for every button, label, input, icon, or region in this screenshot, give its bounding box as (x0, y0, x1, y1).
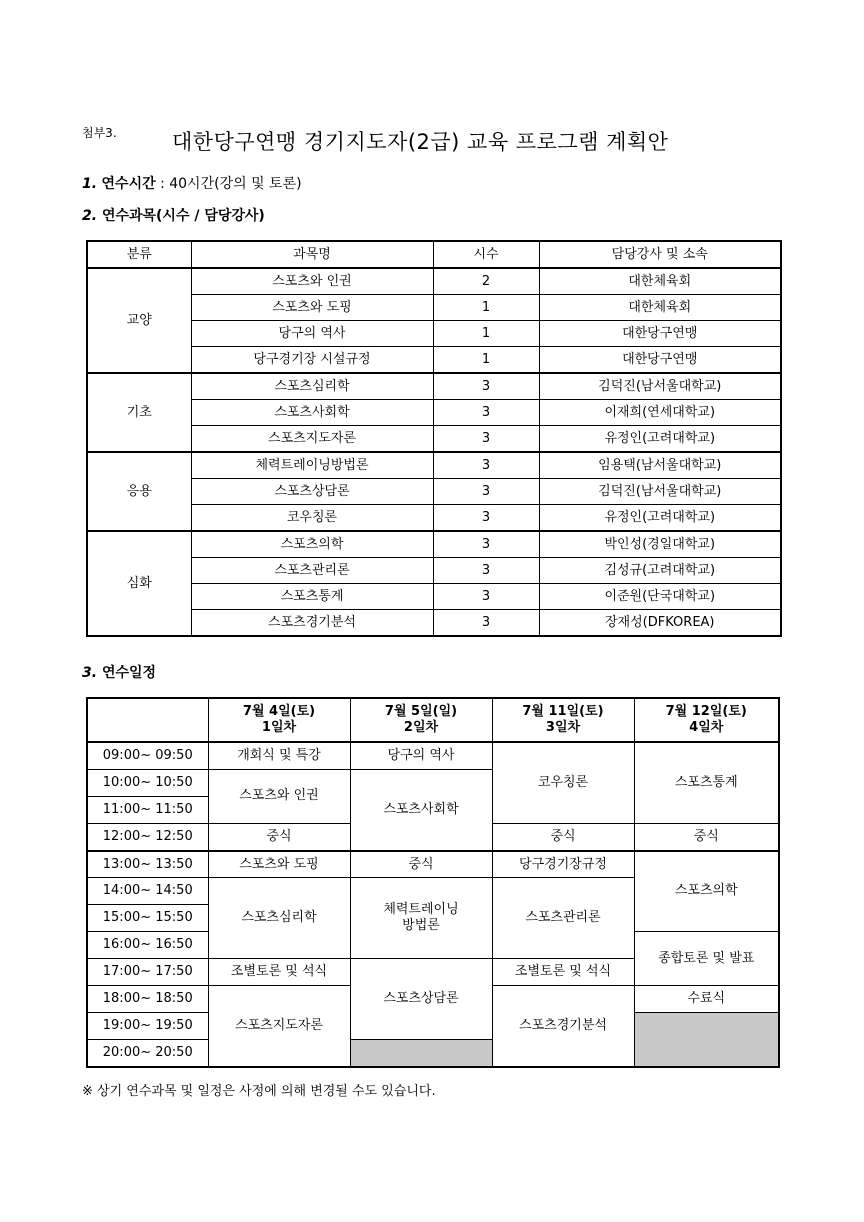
table-row (87, 321, 781, 347)
day-label: 4일차 (689, 720, 724, 735)
subject-cell: 스포츠와 인권 (191, 268, 433, 295)
schedule-cell: 중식 (492, 823, 634, 850)
time-slot: 10:00~ 10:50 (87, 769, 208, 796)
schedule-cell: 개회식 및 특강 (208, 742, 350, 769)
table-row (87, 505, 781, 532)
subject-cell: 코우칭론 (191, 505, 433, 532)
table-row (87, 610, 781, 637)
schedule-cell: 당구경기장규정 (492, 851, 634, 878)
subject-cell: 스포츠와 도핑 (191, 295, 433, 321)
category-cell: 응용 (87, 452, 191, 531)
schedule-cell (350, 878, 492, 959)
schedule-cell: 중식 (350, 851, 492, 878)
section-1 (82, 173, 302, 193)
hours-cell: 3 (433, 452, 539, 479)
subject-cell: 스포츠통계 (191, 584, 433, 610)
header-hours: 시수 (433, 241, 539, 268)
hours-cell: 3 (433, 426, 539, 453)
subject-cell: 스포츠사회학 (191, 400, 433, 426)
footnote: ※ 상기 연수과목 및 일정은 사정에 의해 변경될 수도 있습니다. (82, 1084, 436, 1099)
hours-cell: 3 (433, 610, 539, 637)
instructor-cell: 대한체육회 (539, 295, 781, 321)
course-table-header (87, 241, 781, 268)
section-2-label: 연수과목(시수 / 담당강사) (101, 208, 265, 224)
schedule-cell: 스포츠사회학 (350, 769, 492, 850)
instructor-cell: 임용택(남서울대학교) (539, 452, 781, 479)
hours-cell: 2 (433, 268, 539, 295)
table-row (87, 452, 781, 479)
table-row (87, 558, 781, 584)
header-category: 분류 (87, 241, 191, 268)
header-empty-cell (87, 698, 208, 742)
day-date: 7월 5일(일) (384, 704, 458, 719)
schedule-cell: 스포츠통계 (634, 742, 779, 823)
hours-cell: 3 (433, 373, 539, 400)
empty-shaded-cell (350, 1039, 492, 1066)
time-slot: 15:00~ 15:50 (87, 905, 208, 932)
schedule-cell: 스포츠와 도핑 (208, 851, 350, 878)
time-slot: 14:00~ 14:50 (87, 878, 208, 905)
schedule-cell: 수료식 (634, 986, 779, 1013)
day-header (350, 698, 492, 742)
day-header (208, 698, 350, 742)
empty-shaded-cell (634, 1012, 779, 1066)
schedule-cell: 스포츠경기분석 (492, 986, 634, 1067)
instructor-cell: 대한체육회 (539, 268, 781, 295)
instructor-cell: 김덕진(남서울대학교) (539, 479, 781, 505)
instructor-cell: 유정인(고려대학교) (539, 426, 781, 453)
header-subject: 과목명 (191, 241, 433, 268)
instructor-cell: 박인성(경일대학교) (539, 531, 781, 558)
hours-cell: 3 (433, 505, 539, 532)
section-3 (82, 662, 156, 682)
cell-line-1: 체력트레이닝 (383, 902, 459, 918)
instructor-cell: 김덕진(남서울대학교) (539, 373, 781, 400)
schedule-cell: 당구의 역사 (350, 742, 492, 769)
time-slot: 19:00~ 19:50 (87, 1012, 208, 1039)
schedule-table (86, 697, 780, 1068)
section-1-number: 1. (82, 176, 98, 192)
section-3-number: 3. (82, 665, 98, 681)
time-slot: 11:00~ 11:50 (87, 796, 208, 823)
day-label: 3일차 (545, 720, 581, 735)
cell-line-2: 방법론 (402, 918, 440, 934)
subject-cell: 스포츠심리학 (191, 373, 433, 400)
schedule-cell: 스포츠관리론 (492, 878, 634, 959)
table-row (87, 426, 781, 453)
subject-cell: 스포츠경기분석 (191, 610, 433, 637)
schedule-cell: 스포츠지도자론 (208, 986, 350, 1067)
category-cell: 교양 (87, 268, 191, 373)
schedule-cell: 스포츠심리학 (208, 878, 350, 959)
table-row (87, 531, 781, 558)
subject-cell: 스포츠관리론 (191, 558, 433, 584)
subject-cell: 체력트레이닝방법론 (191, 452, 433, 479)
instructor-cell: 유정인(고려대학교) (539, 505, 781, 532)
instructor-cell: 대한당구연맹 (539, 347, 781, 374)
schedule-header (87, 698, 779, 742)
schedule-cell: 조별토론 및 석식 (208, 959, 350, 986)
instructor-cell: 대한당구연맹 (539, 321, 781, 347)
day-label: 2일차 (403, 720, 439, 735)
section-2-number: 2. (82, 208, 98, 224)
hours-cell: 1 (433, 321, 539, 347)
section-2 (82, 205, 265, 225)
schedule-cell: 코우칭론 (492, 742, 634, 823)
time-slot: 17:00~ 17:50 (87, 959, 208, 986)
schedule-cell: 스포츠와 인권 (208, 769, 350, 823)
course-table (86, 240, 782, 637)
day-header (492, 698, 634, 742)
subject-cell: 스포츠상담론 (191, 479, 433, 505)
table-row (87, 742, 779, 769)
hours-cell: 3 (433, 400, 539, 426)
hours-cell: 3 (433, 531, 539, 558)
hours-cell: 1 (433, 347, 539, 374)
table-row (87, 851, 779, 878)
schedule-cell: 스포츠의학 (634, 851, 779, 932)
day-date: 7월 12일(토) (665, 704, 747, 719)
section-1-label: 연수시간 (101, 176, 156, 192)
time-slot: 18:00~ 18:50 (87, 986, 208, 1013)
subject-cell: 스포츠의학 (191, 531, 433, 558)
subject-cell: 당구의 역사 (191, 321, 433, 347)
schedule-cell: 종합토론 및 발표 (634, 932, 779, 986)
schedule-cell: 스포츠상담론 (350, 959, 492, 1040)
category-cell: 심화 (87, 531, 191, 636)
schedule-cell: 중식 (208, 823, 350, 850)
hours-cell: 1 (433, 295, 539, 321)
table-row (87, 400, 781, 426)
category-cell: 기초 (87, 373, 191, 452)
section-3-label: 연수일정 (101, 665, 157, 681)
time-slot: 16:00~ 16:50 (87, 932, 208, 959)
time-slot: 20:00~ 20:50 (87, 1039, 208, 1066)
time-slot: 09:00~ 09:50 (87, 742, 208, 769)
table-row (87, 479, 781, 505)
subject-cell: 스포츠지도자론 (191, 426, 433, 453)
hours-cell: 3 (433, 584, 539, 610)
day-date: 7월 11일(토) (522, 704, 604, 719)
schedule-cell: 중식 (634, 823, 779, 850)
table-row (87, 295, 781, 321)
instructor-cell: 이재희(연세대학교) (539, 400, 781, 426)
time-slot: 12:00~ 12:50 (87, 823, 208, 850)
instructor-cell: 김성규(고려대학교) (539, 558, 781, 584)
section-1-value: : 40시간(강의 및 토론) (160, 176, 302, 192)
table-row (87, 373, 781, 400)
table-row (87, 584, 781, 610)
hours-cell: 3 (433, 558, 539, 584)
attachment-label: 첨부3. (82, 126, 117, 140)
day-label: 1일차 (261, 720, 297, 735)
time-slot: 13:00~ 13:50 (87, 851, 208, 878)
subject-cell: 당구경기장 시설규정 (191, 347, 433, 374)
schedule-cell: 조별토론 및 석식 (492, 959, 634, 986)
day-header (634, 698, 779, 742)
header-instructor: 담당강사 및 소속 (539, 241, 781, 268)
table-row (87, 268, 781, 295)
document-title: 대한당구연맹 경기지도자(2급) 교육 프로그램 계획안 (172, 130, 669, 154)
table-row (87, 347, 781, 374)
instructor-cell: 장재성(DFKOREA) (539, 610, 781, 637)
instructor-cell: 이준원(단국대학교) (539, 584, 781, 610)
day-date: 7월 4일(토) (242, 704, 316, 719)
hours-cell: 3 (433, 479, 539, 505)
